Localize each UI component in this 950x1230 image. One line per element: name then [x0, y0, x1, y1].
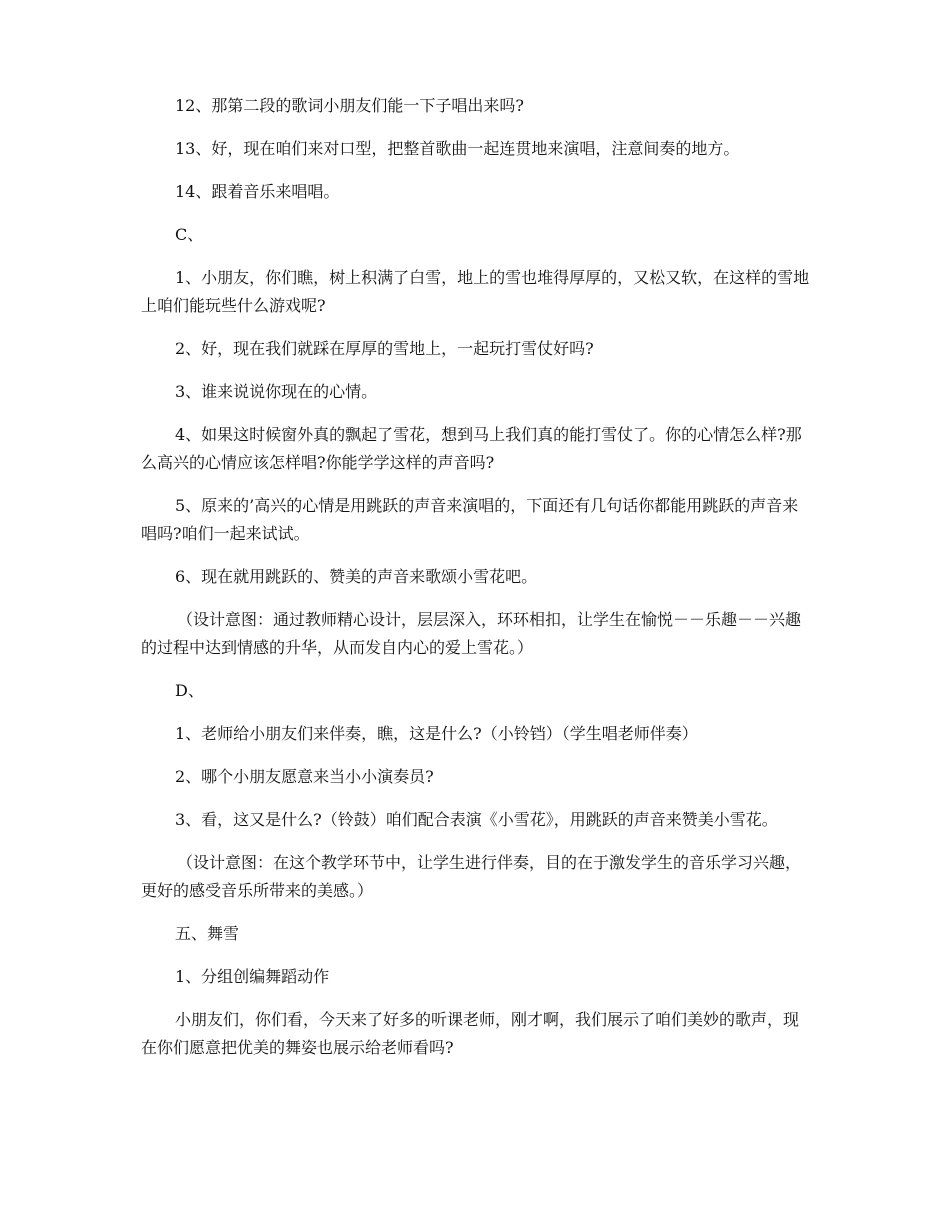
- paragraph-d2: 2、哪个小朋友愿意来当小小演奏员?: [175, 767, 434, 786]
- paragraph-d1: 1、老师给小朋友们来伴奏，瞧，这是什么?（小铃铛）（学生唱老师伴奏）: [175, 724, 698, 743]
- paragraph-d3: 3、看，这又是什么?（铃鼓）咱们配合表演《小雪花》，用跳跃的声音来赞美小雪花。: [175, 810, 778, 829]
- section-heading-c: C、: [175, 225, 204, 244]
- section-heading-dance-snow: 五、舞雪: [175, 924, 240, 943]
- paragraph-c4: 4、如果这时候窗外真的飘起了雪花，想到马上我们真的能打雪仗了。你的心情怎么样?那么高兴的心情应该怎样唱?你能学学这样的声音吗?: [141, 425, 802, 472]
- design-intent-note-d: （设计意图：在这个教学环节中，让学生进行伴奏，目的在于激发学生的音乐学习兴趣，更好的感受音乐所带来的美感。）: [141, 853, 802, 900]
- document-page: [141, 92, 813, 1077]
- paragraph-c1: 1、小朋友，你们瞧，树上积满了白雪，地上的雪也堆得厚厚的，又松又软，在这样的雪地上咱们能玩些什么游戏呢?: [141, 268, 810, 315]
- paragraph-dance-1: 1、分组创编舞蹈动作: [175, 967, 330, 986]
- paragraph-12: 12、那第二段的歌词小朋友们能一下子唱出来吗?: [175, 96, 524, 115]
- paragraph-c5: 5、原来的’高兴的心情是用跳跃的声音来演唱的，下面还有几句话你都能用跳跃的声音来唱吗?咱们一起来试试。: [141, 496, 799, 543]
- paragraph-13: 13、好，现在咱们来对口型，把整首歌曲一起连贯地来演唱，注意间奏的地方。: [175, 139, 740, 158]
- section-heading-d: D、: [175, 681, 204, 700]
- paragraph-dance-intro: 小朋友们，你们看，今天来了好多的听课老师，刚才啊，我们展示了咱们美妙的歌声，现在你们愿意把优美的舞姿也展示给老师看吗?: [141, 1010, 800, 1057]
- paragraph-c3: 3、谁来说说你现在的心情。: [175, 382, 378, 401]
- paragraph-14: 14、跟着音乐来唱唱。: [175, 182, 340, 201]
- paragraph-c6: 6、现在就用跳跃的、赞美的声音来歌颂小雪花吧。: [175, 567, 538, 586]
- design-intent-note-c: （设计意图：通过教师精心设计，层层深入，环环相扣，让学生在愉悦－－乐趣－－兴趣的过程中达到情感的升华，从而发自内心的爱上雪花。）: [141, 610, 802, 657]
- paragraph-c2: 2、好，现在我们就踩在厚厚的雪地上，一起玩打雪仗好吗?: [175, 339, 594, 358]
